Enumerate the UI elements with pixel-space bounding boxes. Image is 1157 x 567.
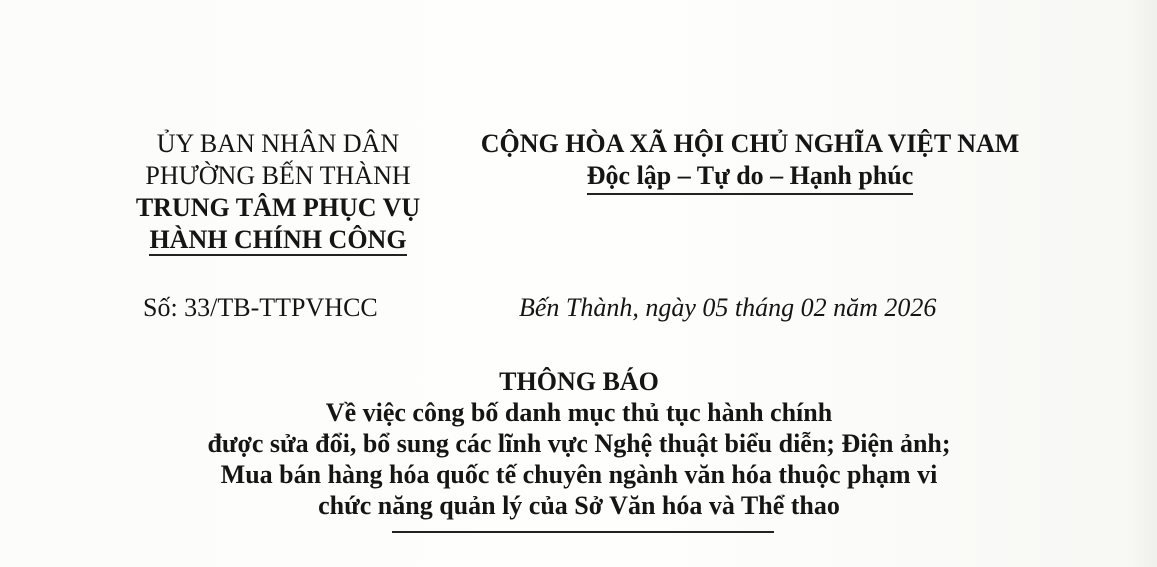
motto: Độc lập – Tự do – Hạnh phúc bbox=[587, 160, 914, 195]
document-number: Số: 33/TB-TTPVHCC bbox=[143, 293, 378, 322]
country-name: CỘNG HÒA XÃ HỘI CHỦ NGHĨA VIỆT NAM bbox=[480, 129, 1020, 158]
notice-subject-line-4: chức năng quản lý của Sở Văn hóa và Thể thao bbox=[318, 491, 840, 520]
place-and-date: Bến Thành, ngày 05 tháng 02 năm 2026 bbox=[519, 293, 937, 322]
agency-line-4 bbox=[118, 224, 438, 256]
notice-heading bbox=[130, 366, 1028, 521]
agency-line-1: ỦY BAN NHÂN DÂN bbox=[156, 129, 400, 158]
subject-underline-divider bbox=[392, 531, 774, 533]
notice-type: THÔNG BÁO bbox=[499, 367, 659, 396]
agency-line-2: PHƯỜNG BẾN THÀNH bbox=[145, 161, 411, 190]
notice-subject-line-1: Về việc công bố danh mục thủ tục hành chính bbox=[325, 398, 833, 427]
notice-subject-line-2: được sửa đổi, bổ sung các lĩnh vực Nghệ thuật biểu diễn; Điện ảnh; bbox=[207, 429, 951, 458]
notice-subject-line-3: Mua bán hàng hóa quốc tế chuyên ngành văn hóa thuộc phạm vi bbox=[220, 460, 938, 489]
agency-line-3: TRUNG TÂM PHỤC VỤ bbox=[135, 193, 421, 222]
national-heading-block bbox=[445, 128, 1055, 195]
page-edge-shadow bbox=[1129, 0, 1157, 567]
motto-line bbox=[445, 160, 1055, 195]
agency-line-4-text: HÀNH CHÍNH CÔNG bbox=[149, 225, 407, 254]
issuing-agency-block bbox=[118, 128, 438, 256]
